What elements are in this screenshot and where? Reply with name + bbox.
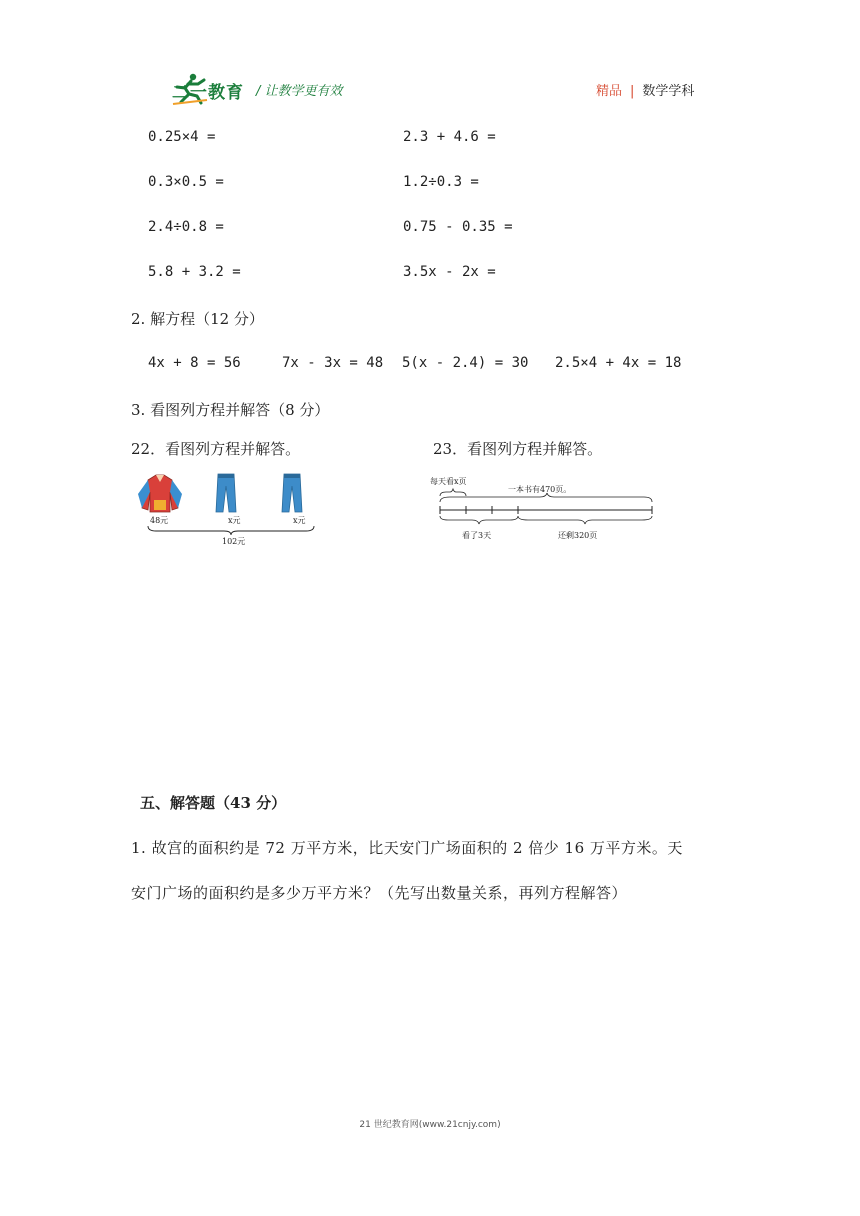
book-total-label: 一本书有470页。 <box>508 485 572 494</box>
header-separator: | <box>630 84 635 99</box>
figure-22 <box>136 470 336 550</box>
q2-title: 2. 解方程（12 分） <box>131 310 264 328</box>
remaining-label: 还剩320页 <box>558 531 598 540</box>
per-day-brace <box>440 489 466 496</box>
q2-equation-3: 5(x - 2.4) = 30 <box>402 355 529 371</box>
brand-label: 精品 <box>596 84 623 99</box>
jeans-icon-2 <box>282 474 302 512</box>
remaining-brace <box>518 516 652 524</box>
q3-title: 3. 看图列方程并解答（8 分） <box>131 401 330 419</box>
pants2-price-label: x元 <box>293 516 306 525</box>
calc-left-1: 0.25×4 = <box>148 129 216 145</box>
per-day-label: 每天看x页 <box>430 477 467 486</box>
q2-equation-4: 2.5×4 + 4x = 18 <box>555 355 682 371</box>
calc-right-2: 1.2÷0.3 = <box>403 174 479 190</box>
q22-prompt: 22．看图列方程并解答。 <box>131 440 301 458</box>
read-days-brace <box>440 516 518 524</box>
section5-title: 五、解答题（43 分） <box>140 794 287 812</box>
calc-right-3: 0.75 - 0.35 = <box>403 219 513 235</box>
jacket-icon <box>138 475 182 512</box>
figure-23 <box>428 470 660 550</box>
page-footer: 21 世纪教育网(www.21cnjy.com) <box>359 1120 501 1130</box>
q2-equation-1: 4x + 8 = 56 <box>148 355 241 371</box>
total-price-label: 102元 <box>222 537 246 546</box>
calc-right-1: 2.3 + 4.6 = <box>403 129 496 145</box>
jeans-icon <box>216 474 236 512</box>
section5-q1-line1: 1. 故宫的面积约是 72 万平方米，比天安门广场面积的 2 倍少 16 万平方米。天 <box>131 839 683 857</box>
header-slogan: / 让教学更有效 <box>256 84 343 99</box>
q23-prompt: 23．看图列方程并解答。 <box>433 440 603 458</box>
calc-left-2: 0.3×0.5 = <box>148 174 224 190</box>
pants1-price-label: x元 <box>228 516 241 525</box>
brand-logo-text: 二一教育 <box>172 83 244 103</box>
subject-label: 数学学科 <box>642 84 695 99</box>
calc-right-4: 3.5x - 2x = <box>403 264 496 280</box>
read-days-label: 看了3天 <box>462 531 492 540</box>
section5-q1-line2: 安门广场的面积约是多少万平方米？（先写出数量关系，再列方程解答） <box>131 884 628 902</box>
book-total-brace <box>440 493 652 502</box>
jacket-price-label: 48元 <box>150 516 169 525</box>
calc-left-4: 5.8 + 3.2 = <box>148 264 241 280</box>
total-brace <box>148 526 314 535</box>
q2-equation-2: 7x - 3x = 48 <box>282 355 384 371</box>
calc-left-3: 2.4÷0.8 = <box>148 219 224 235</box>
header-right <box>596 80 694 99</box>
